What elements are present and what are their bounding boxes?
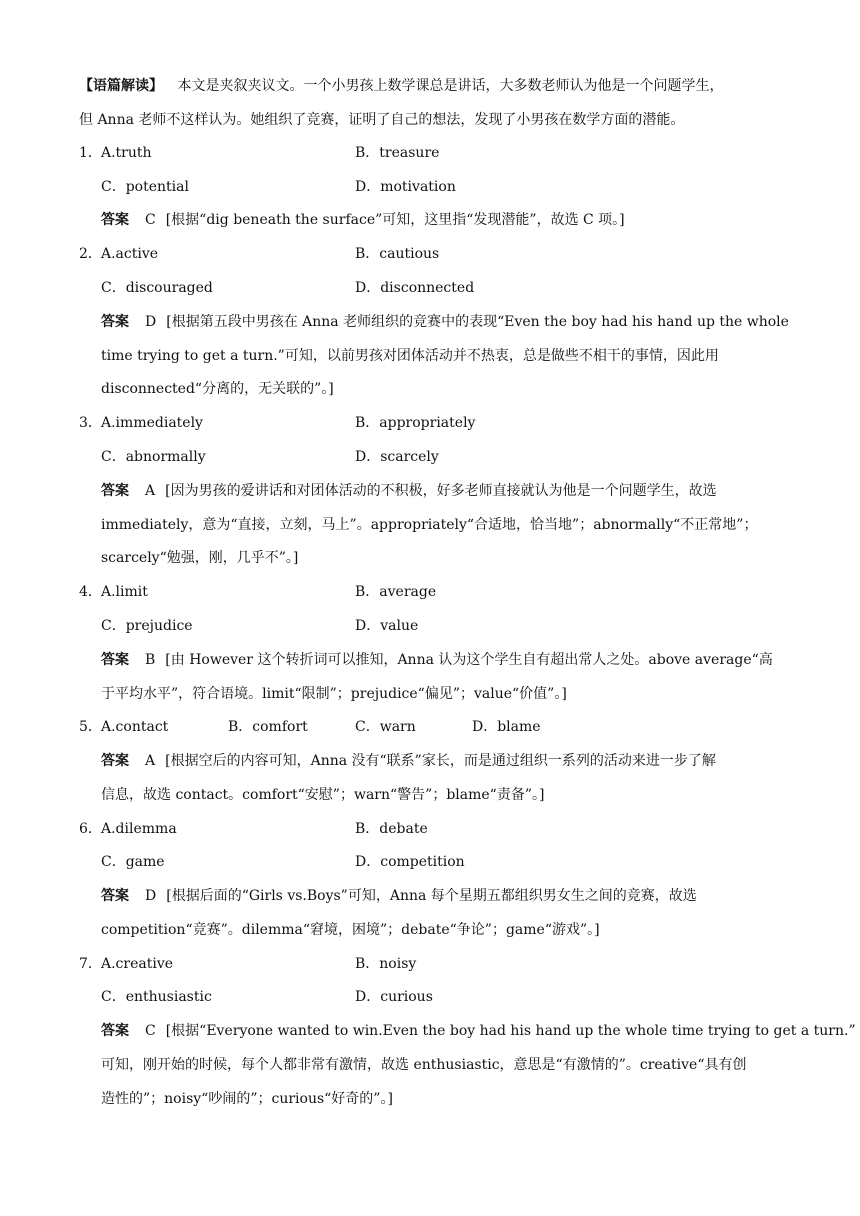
question-3-row-cd — [79, 440, 781, 474]
answer-label: 答案 — [101, 652, 129, 668]
option-b: B．noisy — [355, 956, 417, 972]
answer-label: 答案 — [101, 314, 129, 330]
option-a: A.creative — [101, 956, 174, 972]
answer-explanation: disconnected“分离的，无关联的”。] — [101, 381, 334, 397]
question-number: 4． — [79, 584, 102, 600]
option-c: C．enthusiastic — [101, 989, 212, 1005]
answer-explanation: [因为男孩的爱讲话和对团体活动的不积极，好多老师直接就认为他是一个问题学生，故选 — [165, 483, 717, 499]
answer-explanation: scarcely“勉强，刚，几乎不”。] — [101, 550, 299, 566]
option-a: A.truth — [101, 145, 152, 161]
answer-explanation: 信息，故选 contact。comfort“安慰”；warn“警告”；blame“责备”。] — [101, 787, 545, 803]
answer-5 — [101, 744, 781, 778]
question-number: 7． — [79, 956, 102, 972]
question-number: 5． — [79, 719, 102, 735]
answer-3-cont-1 — [101, 508, 781, 542]
option-a: A.active — [101, 246, 159, 262]
answer-4-cont-1 — [101, 677, 781, 711]
answer-6 — [101, 879, 781, 913]
question-1-row-ab — [79, 136, 781, 170]
option-b: B．debate — [355, 821, 428, 837]
answer-7-cont-2 — [101, 1082, 781, 1116]
question-3-row-ab — [79, 406, 781, 440]
intro-line-2 — [79, 103, 781, 137]
answer-1 — [101, 203, 781, 237]
answer-explanation: [根据“Everyone wanted to win.Even the boy had his hand up the whole time trying to get a turn.” — [165, 1023, 856, 1039]
option-c: C．prejudice — [101, 618, 193, 634]
option-d: D．competition — [355, 854, 465, 870]
answer-4 — [101, 643, 781, 677]
answer-explanation: 可知，刚开始的时候，每个人都非常有激情，故选 enthusiastic，意思是“有激情的”。creative“具有创 — [101, 1057, 747, 1073]
answer-label: 答案 — [101, 888, 129, 904]
answer-label: 答案 — [101, 753, 129, 769]
option-d: D．blame — [472, 719, 541, 735]
answer-explanation: immediately，意为“直接，立刻，马上”。appropriately“合适地，恰当地”；abnormally“不正常地”； — [101, 517, 758, 533]
question-7-row-cd — [79, 980, 781, 1014]
answer-2-cont-1 — [101, 339, 781, 373]
answer-explanation: [根据“dig beneath the surface”可知，这里指“发现潜能”，故选 C 项。] — [165, 212, 625, 228]
question-2-row-ab — [79, 237, 781, 271]
question-2-row-cd — [79, 271, 781, 305]
option-c: C．game — [101, 854, 165, 870]
option-a: A.contact — [101, 719, 169, 735]
answer-explanation: [根据空后的内容可知，Anna 没有“联系”家长，而是通过组织一系列的活动来进一步了解 — [165, 753, 716, 769]
answer-2-cont-2 — [101, 372, 781, 406]
intro-text-2: 但 Anna 老师不这样认为。她组织了竞赛，证明了自己的想法，发现了小男孩在数学方面的潜能。 — [79, 112, 685, 128]
answer-explanation: [由 However 这个转折词可以推知，Anna 认为这个学生自有超出常人之处。above average“高 — [165, 652, 773, 668]
intro-label: 【语篇解读】 — [79, 78, 163, 94]
question-4-row-cd — [79, 609, 781, 643]
answer-7-cont-1 — [101, 1048, 781, 1082]
intro-text-1: 本文是夹叙夹议文。一个小男孩上数学课总是讲话，大多数老师认为他是一个问题学生， — [177, 78, 724, 94]
answer-7 — [101, 1014, 856, 1048]
option-a: A.dilemma — [101, 821, 177, 837]
intro-line-1 — [79, 69, 781, 103]
answer-5-cont-1 — [101, 778, 781, 812]
question-number: 6． — [79, 821, 102, 837]
answer-6-cont-1 — [101, 913, 781, 947]
question-number: 3． — [79, 415, 102, 431]
question-number: 2． — [79, 246, 102, 262]
answer-explanation: [根据第五段中男孩在 Anna 老师组织的竞赛中的表现“Even the boy had his hand up the whole — [166, 314, 789, 330]
option-a: A.immediately — [101, 415, 203, 431]
answer-3 — [101, 474, 781, 508]
question-5-row — [79, 710, 781, 744]
question-number: 1． — [79, 145, 102, 161]
answer-key: A — [145, 753, 156, 769]
answer-key: D — [145, 888, 157, 904]
question-1-row-cd — [79, 170, 781, 204]
option-c: C．abnormally — [101, 449, 206, 465]
question-4-row-ab — [79, 575, 781, 609]
answer-label: 答案 — [101, 212, 129, 228]
answer-label: 答案 — [101, 483, 129, 499]
option-c: C．warn — [355, 719, 416, 735]
answer-explanation: [根据后面的“Girls vs.Boys”可知，Anna 每个星期五都组织男女生之间的竞赛，故选 — [166, 888, 697, 904]
answer-explanation: 造性的”；noisy“吵闹的”；curious“好奇的”。] — [101, 1091, 393, 1107]
option-d: D．curious — [355, 989, 433, 1005]
question-6-row-cd — [79, 845, 781, 879]
option-b: B．cautious — [355, 246, 440, 262]
option-c: C．discouraged — [101, 280, 213, 296]
answer-key: A — [145, 483, 156, 499]
option-d: D．motivation — [355, 179, 456, 195]
option-b: B．treasure — [355, 145, 440, 161]
option-d: D．disconnected — [355, 280, 475, 296]
answer-key: B — [145, 652, 156, 668]
answer-key: D — [145, 314, 157, 330]
answer-label: 答案 — [101, 1023, 129, 1039]
answer-2 — [101, 305, 789, 339]
answer-key: C — [145, 1023, 156, 1039]
option-d: D．scarcely — [355, 449, 439, 465]
option-b: B．average — [355, 584, 437, 600]
option-b: B．appropriately — [355, 415, 476, 431]
answer-explanation: time trying to get a turn.”可知，以前男孩对团体活动并不热衷，总是做些不相干的事情，因此用 — [101, 348, 719, 364]
answer-explanation: competition“竞赛”。dilemma“窘境，困境”；debate“争论”；game“游戏”。] — [101, 922, 600, 938]
answer-3-cont-2 — [101, 541, 781, 575]
option-b: B．comfort — [228, 719, 308, 735]
option-c: C．potential — [101, 179, 189, 195]
answer-key: C — [145, 212, 156, 228]
question-6-row-ab — [79, 812, 781, 846]
answer-explanation: 于平均水平”，符合语境。limit“限制”；prejudice“偏见”；value“价值”。] — [101, 686, 567, 702]
option-d: D．value — [355, 618, 419, 634]
question-7-row-ab — [79, 947, 781, 981]
option-a: A.limit — [101, 584, 148, 600]
